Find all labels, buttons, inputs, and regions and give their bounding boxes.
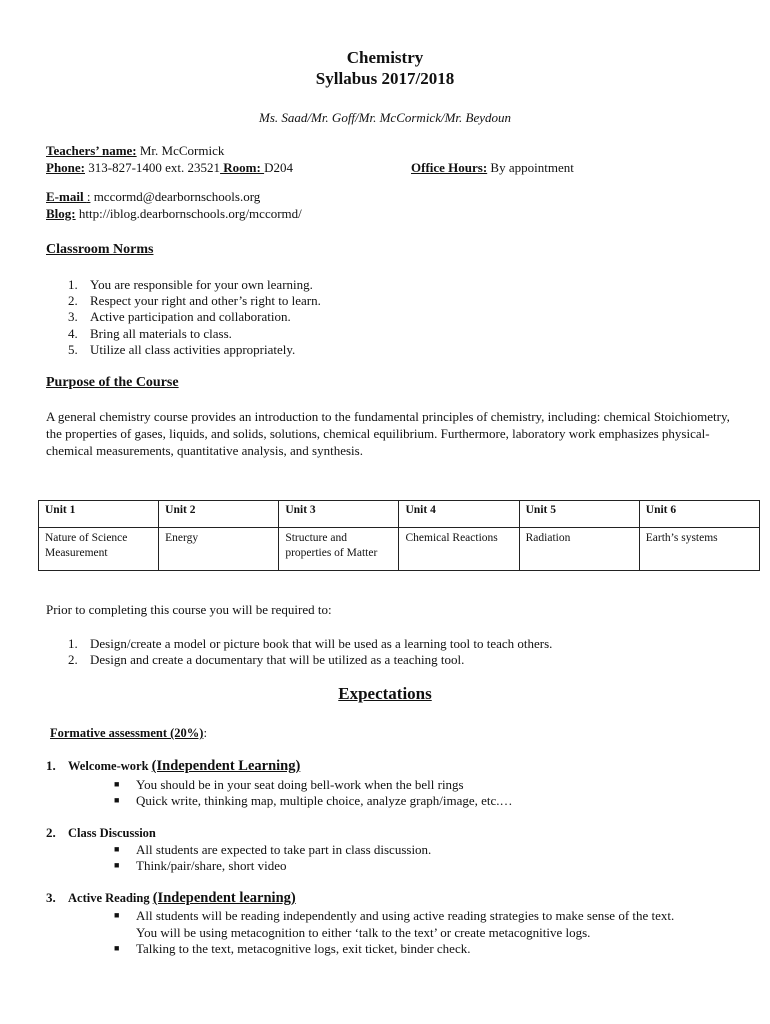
email-row [46,189,260,205]
requirements-intro: Prior to completing this course you will be required to: [46,602,332,617]
email-label: E-mail [46,189,87,204]
email-colon: : [86,189,91,204]
email-value[interactable]: mccormd@dearbornschools.org [90,189,261,204]
expectation-bullet-continuation: You will be using metacognition to either ‘talk to the text’ or create metacognitive logs. [136,925,591,940]
unit-topic: Chemical Reactions [399,528,519,571]
norm-item: 5. Utilize all class activities appropriately. [68,342,296,357]
unit-topic: Radiation [519,528,639,571]
unit-header: Unit 3 [279,501,399,528]
units-topic-row [39,528,760,571]
unit-header: Unit 1 [39,501,159,528]
norm-item: 3. Active participation and collaboration. [68,309,291,324]
expectation-bullet: ■ Quick write, thinking map, multiple choice, analyze graph/image, etc.… [114,793,513,808]
office-hours-row [411,160,574,176]
unit-header: Unit 5 [519,501,639,528]
unit-topic: Nature of Science Measurement [39,528,159,571]
expectation-item-title: 2. Class Discussion [46,825,156,840]
units-header-row [39,501,760,528]
classroom-norms-heading: Classroom Norms [46,242,154,257]
teacher-name-value: Mr. McCormick [136,143,225,158]
document-subtitle: Syllabus 2017/2018 [315,69,455,88]
unit-header: Unit 4 [399,501,519,528]
unit-topic: Earth’s systems [639,528,759,571]
norm-item: 4. Bring all materials to class. [68,326,232,341]
norm-item: 2. Respect your right and other’s right to learn. [68,293,321,308]
unit-header: Unit 2 [159,501,279,528]
phone-label: Phone: [46,160,85,175]
phone-row [46,160,293,176]
blog-row [46,206,302,222]
teacher-name-label: Teachers’ name: [46,143,137,158]
expectation-bullet: ■ Think/pair/share, short video [114,858,287,873]
room-value: D204 [264,160,293,175]
office-hours-value: By appointment [487,160,574,175]
document-title: Chemistry [346,48,424,67]
unit-topic: Energy [159,528,279,571]
formative-assessment-row: Formative assessment (20%): [50,725,208,740]
blog-value[interactable]: http://iblog.dearbornschools.org/mccormd/ [75,206,302,221]
purpose-text: A general chemistry course provides an introduction to the fundamental principles of chemistry, including: chemical Stoichiometry, the properties of gases, liquids, and solids, solutions, chemical equilibrium. Furthermore, laboratory work emphasizes physical-chemical measurements, quantitative analysis, and synthesis. [46,409,730,458]
teacher-name-row [46,143,224,159]
expectation-bullet: ■ All students are expected to take part in class discussion. [114,842,432,857]
units-table [38,500,760,571]
unit-header: Unit 6 [639,501,759,528]
formative-assessment-label: Formative assessment (20%) [50,726,204,740]
phone-value: 313-827-1400 ext. 23521 [85,160,221,175]
expectation-bullet: ■ You should be in your seat doing bell-work when the bell rings [114,777,464,792]
office-hours-label: Office Hours: [411,160,488,175]
teachers-line: Ms. Saad/Mr. Goff/Mr. McCormick/Mr. Beydoun [258,110,512,125]
blog-label: Blog: [46,206,76,221]
expectation-bullet: ■ All students will be reading independently and using active reading strategies to make sense of the text. [114,908,675,923]
expectation-item-title: 3. Active Reading (Independent learning) [46,890,296,906]
expectation-bullet: ■ Talking to the text, metacognitive logs, exit ticket, binder check. [114,941,471,956]
requirement-item: 2. Design and create a documentary that will be utilized as a teaching tool. [68,652,465,667]
purpose-heading: Purpose of the Course [46,375,179,390]
room-label: Room: [220,160,265,175]
unit-topic: Structure and properties of Matter [279,528,399,571]
norm-item: 1. You are responsible for your own learning. [68,277,313,292]
expectation-item-title: 1. Welcome-work (Independent Learning) [46,758,301,774]
requirement-item: 1. Design/create a model or picture book that will be used as a learning tool to teach others. [68,636,553,651]
expectations-heading: Expectations [338,684,432,703]
